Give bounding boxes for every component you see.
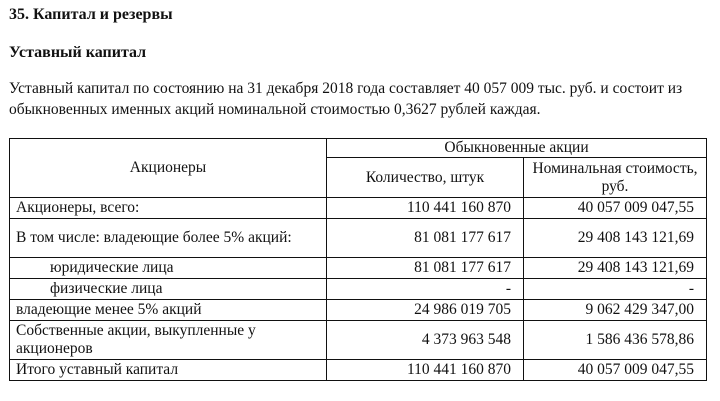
row-nominal: - xyxy=(524,279,707,300)
row-label: Акционеры, всего: xyxy=(10,198,327,219)
row-nominal: 29 408 143 121,69 xyxy=(524,258,707,279)
row-quantity: 4 373 963 548 xyxy=(327,321,524,360)
row-quantity: 81 081 177 617 xyxy=(327,258,524,279)
row-label: В том числе: владеющие более 5% акций: xyxy=(10,219,327,258)
row-quantity: 24 986 019 705 xyxy=(327,300,524,321)
row-nominal: 29 408 143 121,69 xyxy=(524,219,707,258)
row-quantity: 81 081 177 617 xyxy=(327,219,524,258)
row-label: владеющие менее 5% акций xyxy=(10,300,327,321)
row-label: Собственные акции, выкупленные у акционеров xyxy=(10,321,327,360)
table-row xyxy=(10,258,707,279)
row-nominal: 9 062 429 347,00 xyxy=(524,300,707,321)
col-header-shareholders: Акционеры xyxy=(10,139,327,198)
section-heading: 35. Капитал и резервы xyxy=(9,6,173,23)
subsection-heading: Уставный капитал xyxy=(9,44,147,61)
table-row xyxy=(10,219,707,258)
table-row xyxy=(10,300,707,321)
row-label: юридические лица xyxy=(10,258,327,279)
row-quantity: 110 441 160 870 xyxy=(327,198,524,219)
col-header-quantity: Количество, штук xyxy=(327,158,524,198)
col-header-ordinary-shares: Обыкновенные акции xyxy=(327,139,707,158)
row-nominal: 1 586 436 578,86 xyxy=(524,321,707,360)
col-header-nominal: Номинальная стоимость, руб. xyxy=(524,158,707,198)
table-row xyxy=(10,198,707,219)
row-label: Итого уставный капитал xyxy=(10,360,327,381)
capital-description: Уставный капитал по состоянию на 31 декабря 2018 года составляет 40 057 009 тыс. руб. и состоит из обыкновенных именных акций номинальной стоимостью 0,3627 рублей каждая. xyxy=(9,80,683,118)
row-nominal: 40 057 009 047,55 xyxy=(524,198,707,219)
row-label: физические лица xyxy=(10,279,327,300)
row-quantity: 110 441 160 870 xyxy=(327,360,524,381)
row-quantity: - xyxy=(327,279,524,300)
row-nominal: 40 057 009 047,55 xyxy=(524,360,707,381)
table-row xyxy=(10,279,707,300)
shareholders-table xyxy=(9,138,707,381)
table-row xyxy=(10,321,707,360)
table-row xyxy=(10,360,707,381)
